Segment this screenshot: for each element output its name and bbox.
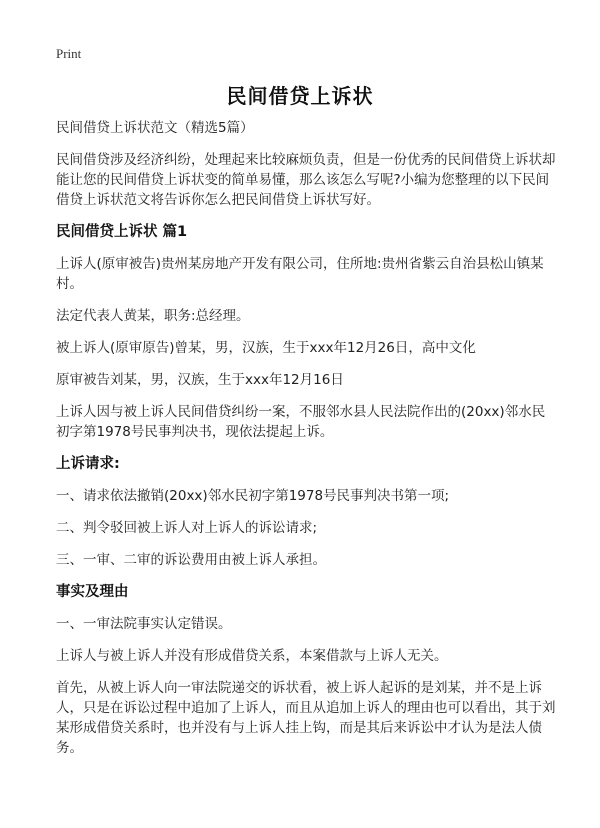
appellant-paragraph: 上诉人(原审被告)贵州某房地产开发有限公司，住所地:贵州省紫云自治县松山镇某村。 — [56, 256, 544, 292]
print-label: Print — [56, 46, 82, 61]
facts-heading: 事实及理由 — [56, 584, 129, 600]
document-title: 民间借贷上诉状 — [226, 84, 374, 108]
facts-paragraph: 首先，从被上诉人向一审法院递交的诉状看，被上诉人起诉的是刘某，并不是上诉人，只是在诉讼过程中追加了上诉人，而且从追加上诉人的理由也可以看出，其于刘某形成借贷关系时，也并没有与上诉人挂上钩，而是其后来诉讼中才认为是法人债务。 — [56, 680, 556, 756]
requests-heading: 上诉请求: — [56, 456, 120, 472]
intro-paragraph: 民间借贷涉及经济纠纷，处理起来比较麻烦负责，但是一份优秀的民间借贷上诉状却能让您的民间借贷上诉状变的简单易懂，那么该怎么写呢?小编为您整理的以下民间借贷上诉状范文将告诉你怎么把民间借贷上诉状写好。 — [56, 152, 556, 208]
document-subtitle: 民间借贷上诉状范文（精选5篇） — [56, 120, 254, 136]
request-item: 二、判令驳回被上诉人对上诉人的诉讼请求; — [56, 520, 318, 536]
section-heading: 民间借贷上诉状 篇1 — [56, 224, 188, 240]
legal-representative-paragraph: 法定代表人黄某，职务:总经理。 — [56, 308, 250, 324]
facts-paragraph: 一、一审法院事实认定错误。 — [56, 616, 232, 632]
facts-paragraph: 上诉人与被上诉人并没有形成借贷关系，本案借款与上诉人无关。 — [56, 648, 448, 664]
request-item: 一、请求依法撤销(20xx)邻水民初字第1978号民事判决书第一项; — [56, 488, 450, 504]
document-body — [56, 118, 556, 770]
appellee-paragraph: 被上诉人(原审原告)曾某，男，汉族，生于xxx年12月26日，高中文化 — [56, 340, 476, 356]
request-item: 三、一审、二审的诉讼费用由被上诉人承担。 — [56, 552, 326, 568]
appeal-statement-paragraph: 上诉人因与被上诉人民间借贷纠纷一案，不服邻水县人民法院作出的(20xx)邻水民初字第1978号民事判决书，现依法提起上诉。 — [56, 404, 546, 440]
original-defendant-paragraph: 原审被告刘某，男，汉族，生于xxx年12月16日 — [56, 372, 344, 388]
